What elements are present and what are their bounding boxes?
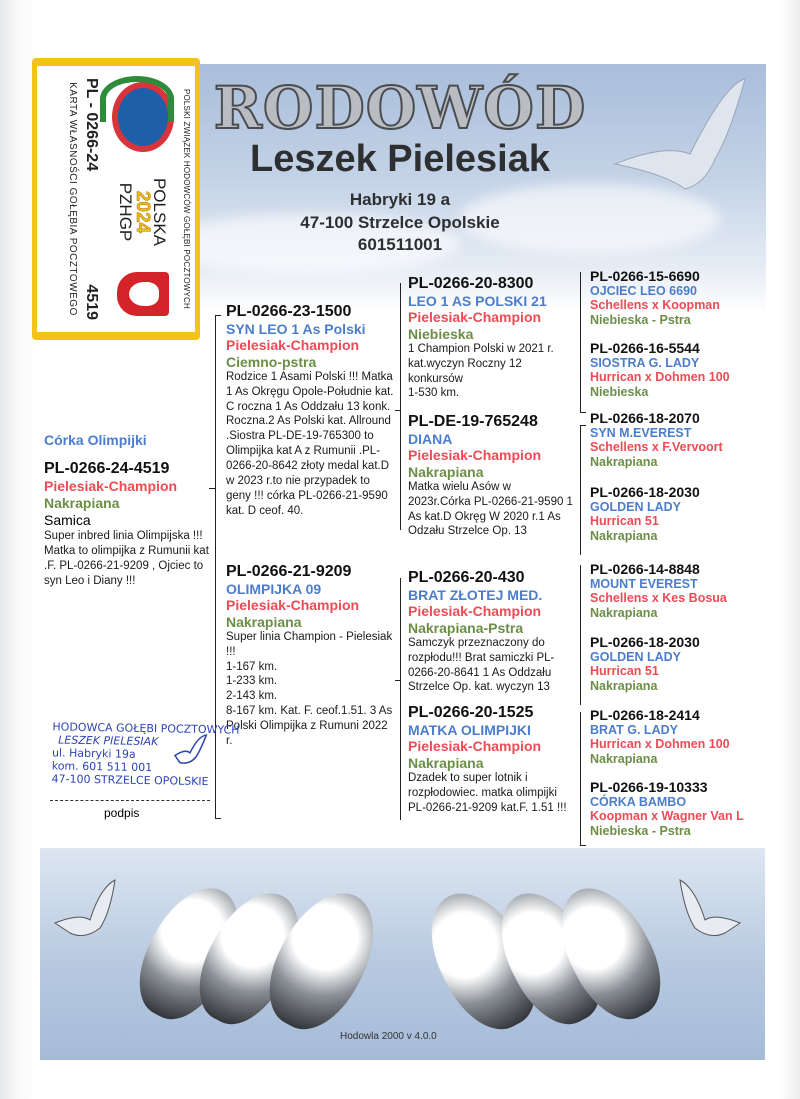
pigeon-breed: Pielesiak-Champion (408, 309, 542, 326)
stamp-line: kom. 601 511 001 (51, 759, 153, 775)
grandparent-entry (408, 413, 576, 539)
ownership-card (32, 58, 200, 340)
bracket-line (580, 712, 581, 845)
signature-line (50, 800, 210, 801)
stamp-line: HODOWCA GOŁĘBI POCZTOWYCH (52, 720, 240, 737)
pigeon-color: Niebieska (590, 384, 649, 399)
pigeon-color: Nakrapiana (408, 754, 484, 771)
pigeon-color: Nakrapiana (226, 613, 302, 630)
subject-entry (44, 432, 216, 589)
bracket-line (400, 578, 401, 820)
pigeon-id: PL-0266-18-2414 (590, 707, 700, 723)
great-grandparent-entry (590, 340, 765, 399)
pzhgp-logo-icon (112, 82, 174, 152)
bracket-tick (580, 425, 586, 426)
pigeon-name: LEO 1 AS POLSKI 21 (408, 293, 547, 310)
grandparent-entry (408, 275, 576, 401)
pigeon-breed: Hurrican 51 (590, 514, 659, 529)
bracket-line (580, 565, 581, 705)
great-grandparent-entry (590, 707, 765, 766)
pigeon-name: MOUNT EVEREST (590, 577, 698, 592)
pigeon-description: Dzadek to super lotnik i rozpłodowiec. matka olimpijki PL-0266-21-9209 kat.F. 1.51 !!! (408, 771, 567, 814)
subject-description: Super inbred linia Olimpijska !!! Matka to olimpijka z Rumunii kat .F. PL-0266-21-9209 , Ojciec to syn Leo i Diany !!! (44, 529, 209, 587)
bracket-line (400, 283, 401, 530)
card-year: 2024 (132, 190, 154, 234)
pigeon-id: PL-0266-18-2070 (590, 410, 700, 426)
pigeon-id: PL-0266-18-2030 (590, 484, 700, 500)
flying-pigeon-icon (665, 878, 745, 948)
subject-breed: Pielesiak-Champion (44, 478, 178, 495)
card-country: POLSKA (150, 177, 170, 247)
pigeons-banner-image (40, 848, 765, 1060)
pigeon-id: PL-0266-23-1500 (226, 303, 352, 320)
software-version: Hodowla 2000 v 4.0.0 (340, 1031, 437, 1042)
owner-street: Habryki 19 a (349, 190, 451, 209)
card-caption: KARTA WŁASNOŚCI GOŁĘBIA POCZTOWEGO (67, 82, 78, 316)
grandparent-entry (408, 704, 576, 815)
pigeon-name: MATKA OLIMPIJKI (408, 722, 531, 739)
pigeon-name: SIOSTRA G. LADY (590, 356, 700, 371)
bracket-tick (215, 818, 221, 819)
bracket-line (580, 425, 581, 555)
parent-entry-father (226, 303, 396, 519)
pigeon-id: PL-0266-20-1525 (408, 704, 534, 721)
pigeon-breed: Schellens x Kes Bosua (590, 591, 727, 606)
pigeon-description: Matka wielu Asów w 2023r.Córka PL-0266-21-9590 1 As kat.D Okręg W 2020 r.1 As Odzału Strzelce Op. 13 (408, 480, 573, 538)
pigeon-id: PL-0266-19-10333 (590, 779, 708, 795)
pigeon-description: Samczyk przeznaczony do rozpłodu!!! Brat samiczki PL-0266-20-8641 1 As Oddzału Strzelce Op. kat. wyczyn 13 (408, 636, 555, 694)
owner-phone: 601511001 (357, 235, 443, 254)
great-grandparent-entry (590, 779, 765, 838)
stamp-line: ul. Habryki 19a (51, 746, 136, 761)
card-union: POLSKI ZWIĄZEK HODOWCÓW GOŁĘBI POCZTOWYCH (182, 88, 191, 310)
bracket-tick (580, 412, 586, 413)
pigeon-color: Nakrapiana (590, 454, 658, 469)
breeder-stamp (51, 720, 239, 788)
pigeon-name: CÓRKA BAMBO (590, 795, 687, 810)
great-grandparent-entry (590, 268, 765, 327)
great-grandparent-entry (590, 634, 765, 693)
pigeon-name: OJCIEC LEO 6690 (590, 284, 697, 299)
card-number: 4519 (83, 284, 100, 320)
pigeon-breed: Pielesiak-Champion (226, 597, 360, 614)
parent-entry-mother (226, 563, 396, 749)
great-grandparent-entry (590, 561, 765, 620)
subject-sex: Samica (44, 511, 91, 528)
flying-pigeon-icon (605, 74, 755, 204)
bracket-tick (215, 315, 221, 316)
subject-id: PL-0266-24-4519 (44, 460, 170, 478)
pigeon-breed: Pielesiak-Champion (226, 337, 360, 354)
pigeon-color: Ciemno-pstra (226, 353, 317, 370)
grandparent-entry (408, 569, 576, 695)
pigeon-color: Nakrapiana (408, 463, 484, 480)
pigeon-color: Nakrapiana (590, 751, 658, 766)
pigeon-name: BRAT ZŁOTEJ MED. (408, 587, 543, 604)
subject-title: Córka Olimpijki (44, 432, 147, 448)
card-org: PZHGP (116, 182, 136, 242)
pigeon-name: BRAT G. LADY (590, 723, 678, 738)
pigeon-name: SYN M.EVEREST (590, 426, 692, 441)
pigeon-color: Niebieska (408, 325, 474, 342)
pigeon-color: Nakrapiana-Pstra (408, 619, 524, 636)
pigeon-color: Nakrapiana (590, 528, 658, 543)
pigeon-description: 1 Champion Polski w 2021 r. kat.wyczyn Roczny 12 konkursów 1-530 km. (408, 342, 554, 400)
pigeon-breed: Pielesiak-Champion (408, 738, 542, 755)
pigeon-color: Nakrapiana (590, 605, 658, 620)
pigeon-id: PL-0266-20-8300 (408, 275, 534, 292)
pigeon-breed: Pielesiak-Champion (408, 603, 542, 620)
stamp-line: 47-100 STRZELCE OPOLSKIE (51, 772, 209, 789)
pigeon-breed: Pielesiak-Champion (408, 447, 542, 464)
bracket-tick (209, 488, 215, 489)
document-title: RODOWÓD (213, 74, 587, 142)
pigeon-color: Niebieska - Pstra (590, 312, 691, 327)
pigeon-name: SYN LEO 1 As Polski (226, 321, 366, 338)
bracket-line (580, 272, 581, 412)
pigeon-breed: Hurrican 51 (590, 664, 659, 679)
pigeon-breed: Koopman x Wagner Van L (590, 809, 744, 824)
pigeon-id: PL-0266-18-2030 (590, 634, 700, 650)
pigeon-id: PL-0266-20-430 (408, 569, 525, 586)
pigeon-name: GOLDEN LADY (590, 650, 681, 665)
owner-name: Leszek Pielesiak (250, 138, 550, 180)
pigeon-color: Niebieska - Pstra (590, 823, 691, 838)
subject-color: Nakrapiana (44, 494, 120, 511)
dove-stamp-icon (170, 730, 211, 771)
signature-label: podpis (104, 806, 140, 820)
pigeon-breed: Hurrican x Dohmen 100 (590, 370, 730, 385)
pigeon-breed: Hurrican x Dohmen 100 (590, 737, 730, 752)
pigeon-id: PL-0266-14-8848 (590, 561, 700, 577)
pigeon-breed: Schellens x Koopman (590, 298, 720, 313)
pigeon-color: Nakrapiana (590, 678, 658, 693)
pigeon-id: PL-0266-15-6690 (590, 268, 700, 284)
pigeon-description: Super linia Champion - Pielesiak !!! 1-167 km. 1-233 km. 2-143 km. 8-167 km. Kat. F. ceof.1.51. 3 As Polski Olimpijka z Rumuni 2022 r. (226, 630, 393, 748)
pigeon-name: DIANA (408, 431, 453, 448)
stamp-line: LESZEK PIELESIAK (58, 733, 159, 749)
pigeon-id: PL-DE-19-765248 (408, 413, 538, 430)
pigeon-name: GOLDEN LADY (590, 500, 681, 515)
great-grandparent-entry (590, 410, 765, 469)
flying-pigeon-icon (50, 878, 130, 948)
great-grandparent-entry (590, 484, 765, 543)
pigeon-id: PL-0266-16-5544 (590, 340, 700, 356)
pigeon-id: PL-0266-21-9209 (226, 563, 352, 580)
pigeon-name: OLIMPIJKA 09 (226, 581, 322, 598)
owner-city: 47-100 Strzelce Opolskie (300, 213, 500, 232)
bracket-tick (580, 845, 586, 846)
polish-eagle-emblem-icon (117, 272, 169, 316)
pigeon-breed: Schellens x F.Vervoort (590, 440, 723, 455)
card-ring: PL - 0266-24 (83, 78, 100, 172)
pigeon-description: Rodzice 1 Asami Polski !!! Matka 1 As Okręgu Opole-Południe kat. C roczna 1 As Oddzału 13 konk. Roczna.2 As Polski kat. Allround .Siostra PL-DE-19-765300 to Olimpijka kat A z Rumunii .PL-0266-20-8642 złoty medal kat.D w 2023 r.to nie przypadek to geny !!! córka PL-0266-21-9590 kat. D ceof. 40. (226, 370, 394, 518)
